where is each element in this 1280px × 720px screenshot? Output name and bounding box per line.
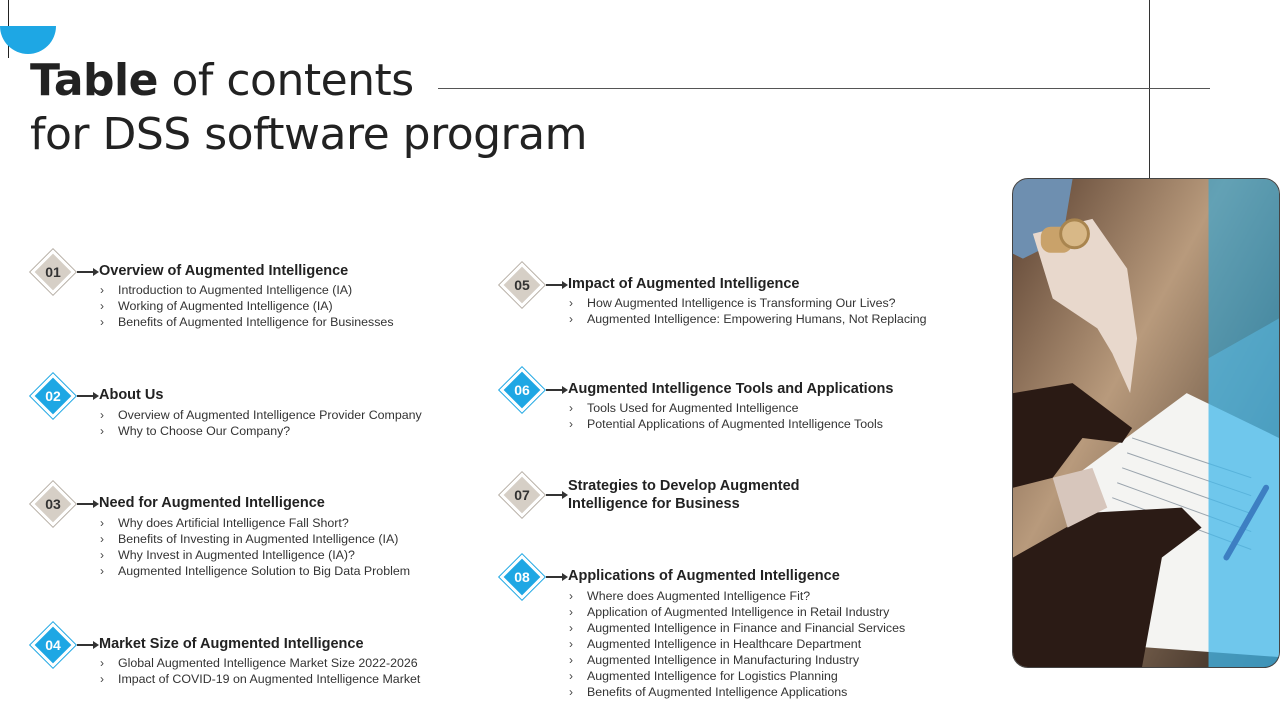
section-badge-06 xyxy=(498,366,546,414)
toc-item: › Introduction to Augmented Intelligence (IA) xyxy=(99,282,394,298)
title-bold: Table xyxy=(30,55,158,106)
section-title: Impact of Augmented Intelligence xyxy=(568,276,800,292)
arrow-right-icon xyxy=(77,395,97,397)
section-badge-05 xyxy=(498,261,546,309)
arrow-right-icon xyxy=(546,284,566,286)
section-badge-03 xyxy=(29,480,77,528)
toc-section-01 xyxy=(29,248,469,338)
business-meeting-photo xyxy=(1012,178,1280,668)
photo-illustration xyxy=(1013,179,1279,667)
arrow-right-icon xyxy=(77,644,97,646)
section-number: 02 xyxy=(45,388,61,404)
title-rest: of contents xyxy=(157,55,414,106)
toc-item: › Tools Used for Augmented Intelligence xyxy=(568,400,883,416)
section-number: 06 xyxy=(514,382,530,398)
page-title xyxy=(30,54,587,162)
section-number: 01 xyxy=(45,264,61,280)
section-items xyxy=(568,588,905,700)
section-number: 03 xyxy=(45,496,61,512)
toc-section-04 xyxy=(29,621,469,693)
section-title: Market Size of Augmented Intelligence xyxy=(99,636,364,652)
section-badge-08 xyxy=(498,553,546,601)
toc-item: › How Augmented Intelligence is Transforming Our Lives? xyxy=(568,295,927,311)
section-badge-01 xyxy=(29,248,77,296)
arrow-right-icon xyxy=(77,503,97,505)
toc-item: › Augmented Intelligence in Finance and Financial Services xyxy=(568,620,905,636)
section-items xyxy=(99,407,422,439)
section-badge-07 xyxy=(498,471,546,519)
section-number: 08 xyxy=(514,569,530,585)
section-number: 05 xyxy=(514,277,530,293)
section-title: Augmented Intelligence Tools and Applications xyxy=(568,381,894,397)
section-title: About Us xyxy=(99,387,164,403)
section-badge-04 xyxy=(29,621,77,669)
arrow-right-icon xyxy=(77,271,97,273)
section-items xyxy=(568,295,927,327)
toc-section-02 xyxy=(29,372,469,448)
toc-item: › Augmented Intelligence in Healthcare Department xyxy=(568,636,905,652)
toc-section-06 xyxy=(498,366,978,438)
section-number: 04 xyxy=(45,637,61,653)
arrow-right-icon xyxy=(546,389,566,391)
section-title: Strategies to Develop Augmented Intelligence for Business xyxy=(568,478,800,512)
toc-section-08 xyxy=(498,553,978,703)
section-title: Overview of Augmented Intelligence xyxy=(99,263,349,279)
toc-item: › Impact of COVID-19 on Augmented Intelligence Market xyxy=(99,671,420,687)
toc-item: › Augmented Intelligence Solution to Big Data Problem xyxy=(99,563,410,579)
toc-item: › Potential Applications of Augmented Intelligence Tools xyxy=(568,416,883,432)
arrow-right-icon xyxy=(546,494,566,496)
toc-item: › Why does Artificial Intelligence Fall Short? xyxy=(99,515,410,531)
toc-section-05 xyxy=(498,261,978,333)
section-title: Need for Augmented Intelligence xyxy=(99,495,325,511)
section-items xyxy=(99,282,394,330)
arrow-right-icon xyxy=(546,576,566,578)
toc-item: › Global Augmented Intelligence Market Size 2022-2026 xyxy=(99,655,420,671)
toc-item: › Application of Augmented Intelligence in Retail Industry xyxy=(568,604,905,620)
section-items xyxy=(568,400,883,432)
toc-item: › Why to Choose Our Company? xyxy=(99,423,422,439)
toc-item: › Benefits of Augmented Intelligence for Businesses xyxy=(99,314,394,330)
section-title: Applications of Augmented Intelligence xyxy=(568,568,840,584)
toc-section-03 xyxy=(29,480,469,584)
toc-item: › Benefits of Augmented Intelligence Applications xyxy=(568,684,905,700)
toc-item: › Augmented Intelligence in Manufacturing Industry xyxy=(568,652,905,668)
toc-item: › Augmented Intelligence for Logistics Planning xyxy=(568,668,905,684)
section-badge-02 xyxy=(29,372,77,420)
toc-item: › Overview of Augmented Intelligence Provider Company xyxy=(99,407,422,423)
toc-section-07 xyxy=(498,471,978,521)
toc-item: › Where does Augmented Intelligence Fit? xyxy=(568,588,905,604)
toc-item: › Working of Augmented Intelligence (IA) xyxy=(99,298,394,314)
toc-item: › Benefits of Investing in Augmented Intelligence (IA) xyxy=(99,531,410,547)
toc-item: › Augmented Intelligence: Empowering Humans, Not Replacing xyxy=(568,311,927,327)
title-line2: for DSS software program xyxy=(30,109,587,160)
section-number: 07 xyxy=(514,487,530,503)
toc-item: › Why Invest in Augmented Intelligence (IA)? xyxy=(99,547,410,563)
section-items xyxy=(99,655,420,687)
section-items xyxy=(99,515,410,579)
decor-right-line xyxy=(1149,0,1150,178)
